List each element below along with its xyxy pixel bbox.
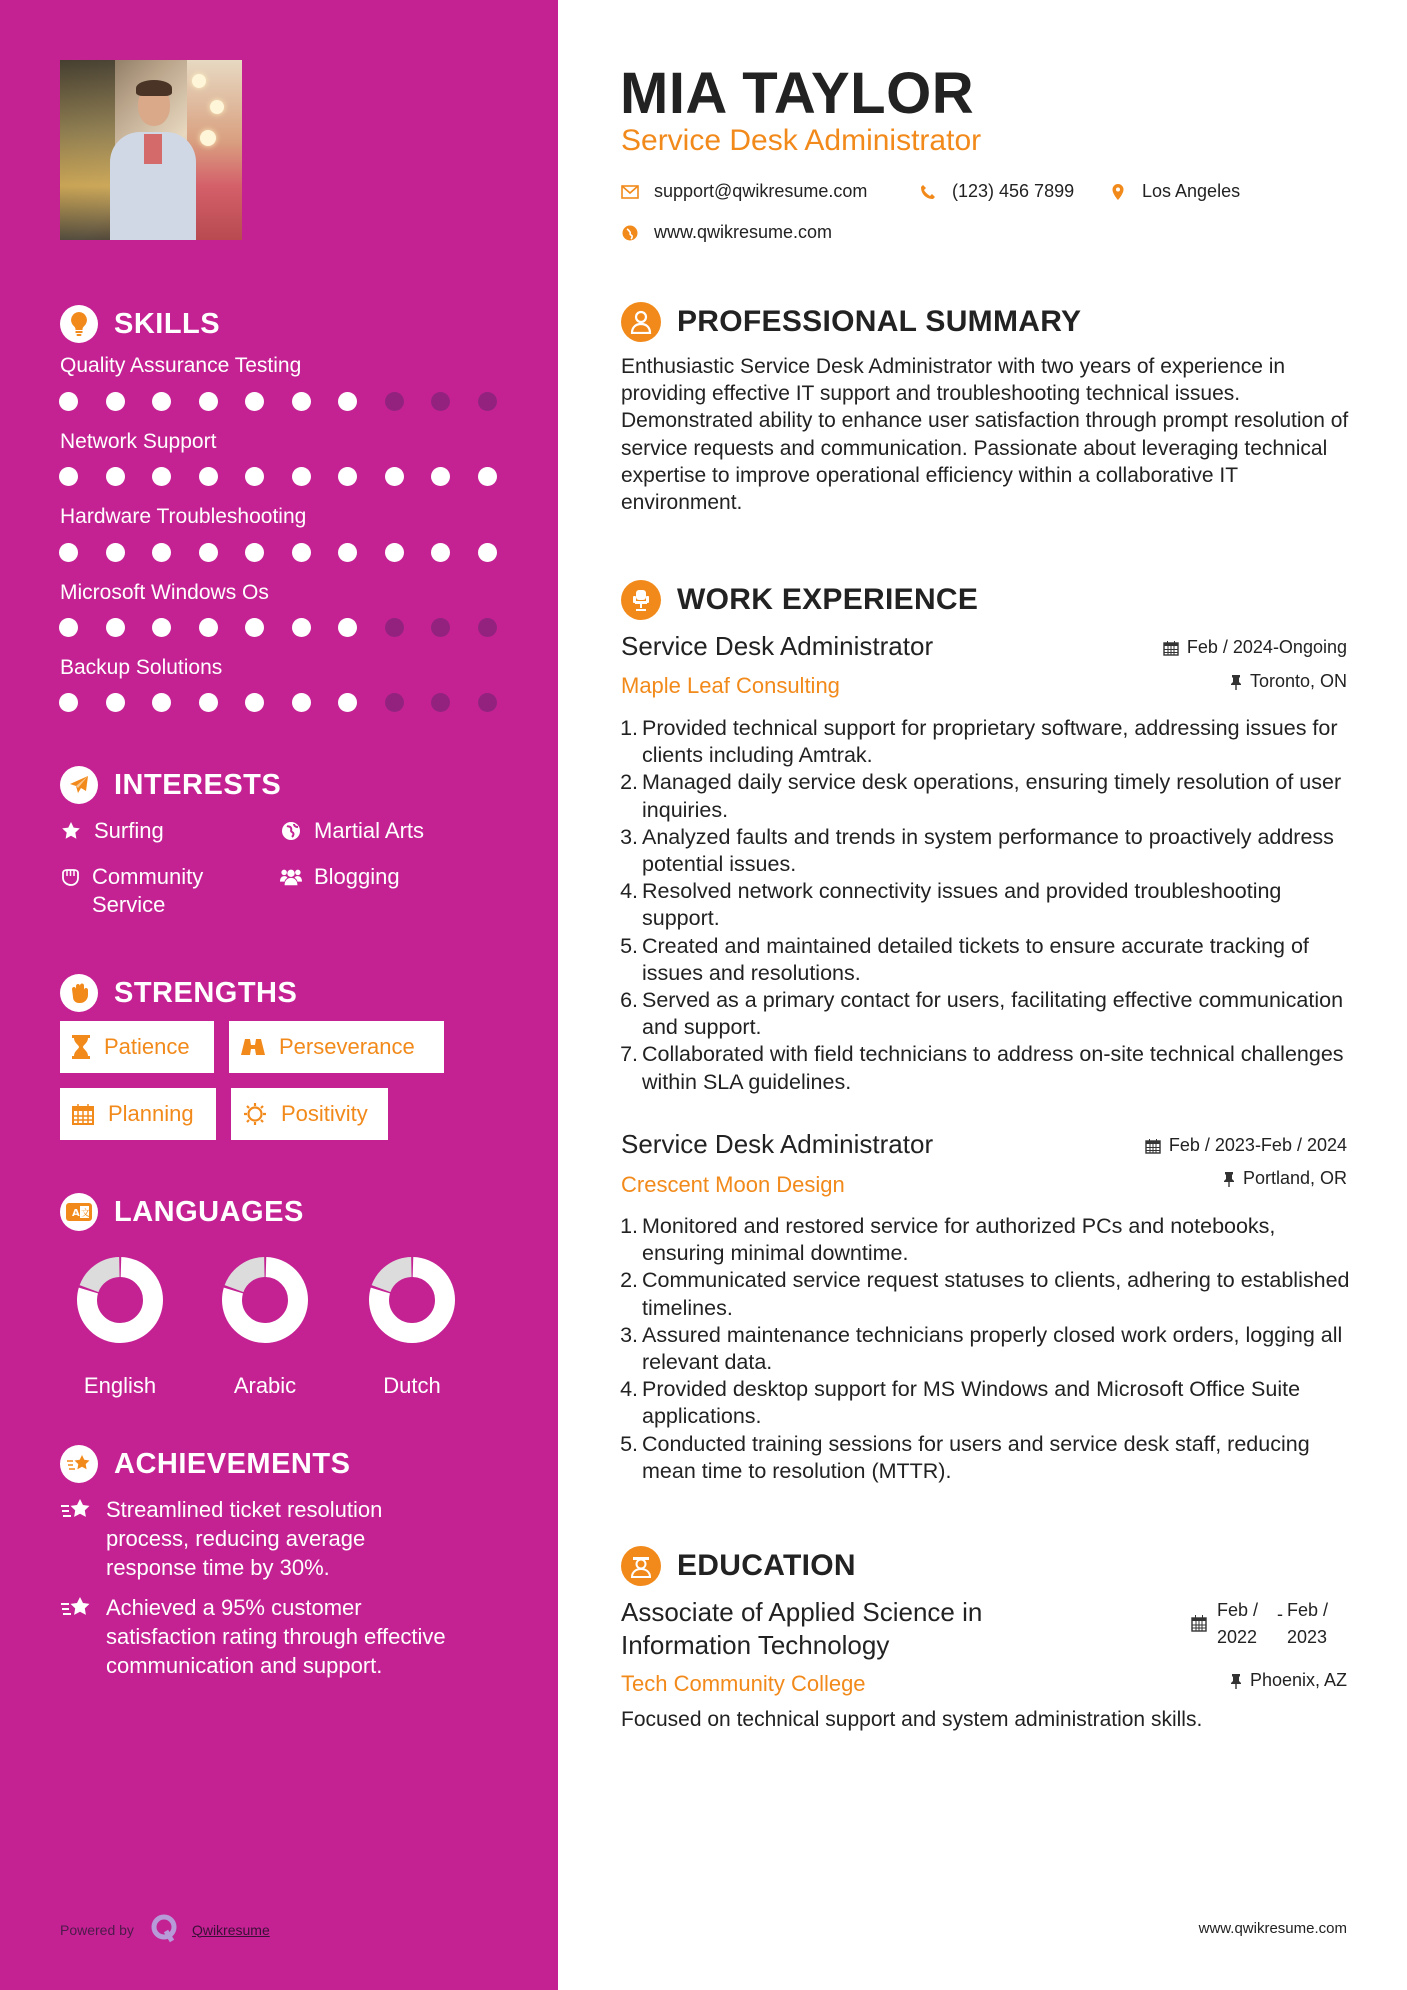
photo-background-left <box>60 60 115 240</box>
photo-person-hair <box>136 80 172 96</box>
interest-item <box>60 817 164 845</box>
rating-dot-filled <box>431 467 450 486</box>
location-text: Los Angeles <box>1142 181 1241 201</box>
lightbulb-icon <box>60 305 98 343</box>
paper-plane-icon <box>60 766 98 804</box>
company-name: Crescent Moon Design <box>621 1172 845 1197</box>
job-bullet <box>612 878 1362 932</box>
education-end <box>1287 1597 1347 1651</box>
interest-label: Blogging <box>314 864 400 889</box>
rating-dot-filled <box>106 392 125 411</box>
rating-dot-filled <box>152 693 171 712</box>
job-bullet <box>612 1431 1362 1485</box>
raised-fist-icon <box>60 974 98 1012</box>
bullet-text: Resolved network connectivity issues and provided troubleshooting support. <box>642 879 1282 931</box>
rating-dot-empty <box>385 392 404 411</box>
shooting-star-icon <box>60 1495 92 1582</box>
rating-dot-filled <box>478 467 497 486</box>
contact-location <box>1108 181 1240 202</box>
strengths-heading <box>60 973 297 1013</box>
summary-title: PROFESSIONAL SUMMARY <box>677 305 1082 338</box>
shooting-star-icon <box>60 1593 92 1680</box>
photo-lamp <box>210 100 224 114</box>
education-dates <box>1191 1597 1347 1651</box>
bullet-number: 7. <box>620 1042 638 1067</box>
interest-item <box>280 863 400 891</box>
job-bullet <box>612 769 1362 823</box>
rating-dot-filled <box>106 618 125 637</box>
rating-dot-filled <box>292 392 311 411</box>
job-dates <box>1145 1135 1347 1156</box>
language-item <box>60 1255 180 1399</box>
start-year: 2022 <box>1217 1627 1258 1647</box>
bullet-text: Assured maintenance technicians properly closed work orders, logging all relevant data. <box>642 1322 1343 1375</box>
skill-rating <box>59 467 497 486</box>
skill-label: Microsoft Windows Os <box>60 581 269 604</box>
profile-photo <box>60 60 242 240</box>
rating-dot-filled <box>292 467 311 486</box>
hourglass-icon <box>72 1035 90 1059</box>
job-bullet <box>612 1376 1362 1430</box>
achievement-item <box>60 1593 460 1680</box>
rating-dot-filled <box>245 543 264 562</box>
contact-email <box>620 181 867 202</box>
powered-by-label: Powered by <box>60 1921 134 1938</box>
experience-heading <box>621 580 978 620</box>
strength-label: Positivity <box>281 1101 368 1126</box>
bullet-number: 1. <box>620 1214 638 1238</box>
skills-title: SKILLS <box>114 307 221 340</box>
skill-label: Network Support <box>60 430 217 453</box>
bullet-text: Collaborated with field technicians to address on-site technical challenges within SLA guidelines. <box>642 1042 1344 1094</box>
skill-label: Hardware Troubleshooting <box>60 505 307 528</box>
shooting-star-icon <box>60 1445 98 1483</box>
skill-rating <box>59 392 497 411</box>
skill-rating <box>59 543 497 562</box>
rating-dot-filled <box>245 392 264 411</box>
strength-label: Planning <box>108 1101 194 1126</box>
map-pin-icon <box>1108 183 1128 201</box>
education-heading <box>621 1546 856 1586</box>
qwikresume-logo-icon <box>150 1913 178 1946</box>
bullet-number: 4. <box>620 1377 638 1402</box>
rating-dot-filled <box>59 693 78 712</box>
job-title: Service Desk Administrator <box>621 631 934 661</box>
rating-dot-filled <box>199 467 218 486</box>
rating-dot-empty <box>478 392 497 411</box>
photo-lamp <box>192 74 206 88</box>
rating-dot-filled <box>245 618 264 637</box>
job-dates-text: Feb / 2023-Feb / 2024 <box>1168 1135 1347 1155</box>
candidate-name: MIA TAYLOR <box>620 61 975 126</box>
bullet-number: 5. <box>620 1431 638 1456</box>
calendar-icon <box>1145 1138 1161 1154</box>
contact-website <box>620 222 832 243</box>
job-location-text: Portland, OR <box>1242 1168 1347 1188</box>
strength-badge <box>60 1088 216 1140</box>
job-bullets <box>612 715 1362 1096</box>
date-separator: - <box>1277 1604 1283 1624</box>
job-dates <box>1163 637 1347 658</box>
achievements-title: ACHIEVEMENTS <box>114 1447 351 1480</box>
rating-dot-filled <box>478 543 497 562</box>
rating-dot-empty <box>385 693 404 712</box>
job-bullet <box>612 933 1362 987</box>
education-location-text: Phoenix, AZ <box>1249 1670 1347 1690</box>
language-label: Dutch <box>383 1373 441 1398</box>
education-location <box>1230 1670 1347 1691</box>
achievements-heading <box>60 1444 350 1484</box>
skills-heading <box>60 304 220 344</box>
pushpin-icon <box>1230 674 1242 690</box>
languages-title: LANGUAGES <box>114 1195 304 1228</box>
rating-dot-filled <box>338 392 357 411</box>
photo-lamp <box>200 130 216 146</box>
bullet-number: 6. <box>620 988 638 1013</box>
summary-heading <box>621 302 1081 342</box>
bullet-text: Communicated service request statuses to clients, adhering to established timelines. <box>642 1268 1350 1320</box>
rating-dot-empty <box>478 693 497 712</box>
calendar-icon <box>72 1103 94 1125</box>
skill-rating <box>59 618 497 637</box>
summary-text: Enthusiastic Service Desk Administrator with two years of experience in providing effective IT support and troubleshooting technical issues. Demonstrated ability to enhance user satisfaction through prompt resolution of service requests and communication. Passionate about leveraging technical expertise to improve operational efficiency within a collaborative IT environment. <box>621 355 1349 515</box>
rating-dot-empty <box>431 618 450 637</box>
users-icon <box>280 863 302 891</box>
email-text[interactable]: support@qwikresume.com <box>654 181 868 201</box>
globe-icon <box>280 817 302 845</box>
rating-dot-filled <box>199 693 218 712</box>
rating-dot-filled <box>292 618 311 637</box>
bullet-number: 1. <box>620 716 638 740</box>
job-bullet <box>612 1041 1362 1095</box>
graduate-icon <box>621 1546 661 1586</box>
interest-label: Surfing <box>94 818 164 843</box>
bullet-text: Provided technical support for proprietary software, addressing issues for clients including Amtrak. <box>642 716 1338 768</box>
rating-dot-filled <box>106 467 125 486</box>
bullet-number: 3. <box>620 824 638 849</box>
rating-dot-filled <box>292 543 311 562</box>
skill-label: Quality Assurance Testing <box>60 354 302 377</box>
job-location <box>1223 1168 1347 1189</box>
rating-dot-filled <box>431 543 450 562</box>
binoculars-icon <box>241 1037 265 1057</box>
bullet-number: 5. <box>620 933 638 958</box>
degree-line-2: Information Technology <box>621 1630 890 1660</box>
footer-website[interactable]: www.qwikresume.com <box>1198 1920 1347 1937</box>
job-location-text: Toronto, ON <box>1249 671 1347 691</box>
pushpin-icon <box>1223 1171 1235 1187</box>
bullet-number: 2. <box>620 770 638 795</box>
rating-dot-filled <box>385 467 404 486</box>
rating-dot-filled <box>199 392 218 411</box>
rating-dot-filled <box>385 543 404 562</box>
strength-badge <box>60 1021 214 1073</box>
powered-by <box>60 1913 270 1946</box>
job-bullet <box>612 824 1362 878</box>
rating-dot-filled <box>152 618 171 637</box>
strengths-title: STRENGTHS <box>114 976 298 1009</box>
strength-badge <box>231 1088 388 1140</box>
office-chair-icon <box>621 580 661 620</box>
svg-text:文: 文 <box>81 1209 91 1219</box>
job-dates-text: Feb / 2024-Ongoing <box>1186 637 1347 657</box>
rating-dot-filled <box>199 618 218 637</box>
rating-dot-empty <box>431 392 450 411</box>
phone-icon <box>918 184 938 200</box>
school-name: Tech Community College <box>621 1671 866 1696</box>
candidate-title: Service Desk Administrator <box>621 124 982 157</box>
job-location <box>1230 671 1347 692</box>
strength-label: Patience <box>104 1034 190 1059</box>
rating-dot-filled <box>338 467 357 486</box>
language-donut-chart <box>367 1255 457 1345</box>
achievement-text: Achieved a 95% customer satisfaction rating through effective communication and support. <box>106 1595 446 1678</box>
interests-title: INTERESTS <box>114 768 282 801</box>
translate-icon <box>60 1193 98 1231</box>
job-title: Service Desk Administrator <box>621 1129 934 1159</box>
rating-dot-filled <box>199 543 218 562</box>
end-year: 2023 <box>1287 1627 1328 1647</box>
qwikresume-link[interactable]: Qwikresume <box>191 1921 270 1938</box>
job-bullet <box>612 715 1362 769</box>
rating-dot-empty <box>385 618 404 637</box>
job-bullet <box>612 1267 1362 1321</box>
company-name: Maple Leaf Consulting <box>621 673 840 698</box>
language-donut-chart <box>75 1255 165 1345</box>
globe-icon <box>620 225 640 241</box>
rating-dot-filled <box>59 392 78 411</box>
rating-dot-filled <box>106 693 125 712</box>
job-bullet <box>612 1322 1362 1376</box>
rating-dot-filled <box>59 543 78 562</box>
rating-dot-filled <box>292 693 311 712</box>
interests-heading <box>60 765 281 805</box>
skill-rating <box>59 693 497 712</box>
user-icon <box>621 302 661 342</box>
education-description: Focused on technical support and system administration skills. <box>621 1708 1203 1731</box>
language-item <box>205 1255 325 1399</box>
education-start <box>1217 1597 1277 1651</box>
bullet-text: Conducted training sessions for users and service desk staff, reducing mean time to resolution (MTTR). <box>642 1431 1310 1483</box>
achievement-text: Streamlined ticket resolution process, reducing average response time by 30%. <box>106 1497 383 1580</box>
language-label: English <box>83 1373 157 1398</box>
rating-dot-filled <box>338 693 357 712</box>
strength-label: Perseverance <box>279 1034 415 1059</box>
website-text[interactable]: www.qwikresume.com <box>654 222 833 242</box>
calendar-icon <box>1163 640 1179 656</box>
bullet-number: 4. <box>620 879 638 904</box>
photo-person-shirt <box>144 134 162 164</box>
strength-badge <box>229 1021 444 1073</box>
interest-item <box>280 817 424 845</box>
rating-dot-filled <box>152 543 171 562</box>
bullet-number: 3. <box>620 1322 638 1347</box>
job-bullet <box>612 1213 1362 1267</box>
rating-dot-filled <box>245 693 264 712</box>
interest-item <box>60 863 260 919</box>
bullet-text: Created and maintained detailed tickets to ensure accurate tracking of issues and resolutions. <box>642 933 1309 985</box>
bullet-text: Served as a primary contact for users, facilitating effective communication and support. <box>642 988 1344 1040</box>
rating-dot-empty <box>431 693 450 712</box>
job-bullets <box>612 1213 1362 1485</box>
skill-label: Backup Solutions <box>60 656 223 679</box>
start-month: Feb / <box>1217 1600 1259 1620</box>
rating-dot-empty <box>478 618 497 637</box>
achievement-item <box>60 1495 460 1582</box>
language-label: Arabic <box>233 1373 297 1398</box>
interest-label: Community Service <box>92 864 204 917</box>
languages-heading <box>60 1192 304 1232</box>
rating-dot-filled <box>245 467 264 486</box>
rating-dot-filled <box>338 618 357 637</box>
bullet-text: Provided desktop support for MS Windows and Microsoft Office Suite applications. <box>642 1377 1301 1429</box>
bullet-text: Monitored and restored service for authorized PCs and notebooks, ensuring minimal downtime. <box>642 1214 1276 1266</box>
rating-dot-filled <box>152 467 171 486</box>
sidebar <box>0 0 558 1990</box>
interest-label: Martial Arts <box>314 818 425 843</box>
sun-icon <box>243 1102 267 1126</box>
fist-icon <box>60 863 80 891</box>
bullet-text: Managed daily service desk operations, ensuring timely resolution of user inquiries. <box>642 770 1342 822</box>
degree-line-1: Associate of Applied Science in <box>621 1597 983 1627</box>
job-bullet <box>612 987 1362 1041</box>
language-item <box>352 1255 472 1399</box>
degree-title <box>621 1596 982 1662</box>
phone-text: (123) 456 7899 <box>952 181 1075 201</box>
star-icon <box>60 817 82 845</box>
contact-phone <box>918 181 1074 202</box>
education-title: EDUCATION <box>677 1549 856 1582</box>
rating-dot-filled <box>152 392 171 411</box>
experience-title: WORK EXPERIENCE <box>677 583 979 616</box>
bullet-text: Analyzed faults and trends in system performance to proactively address potential issues. <box>642 824 1334 877</box>
rating-dot-filled <box>59 618 78 637</box>
pushpin-icon <box>1230 1673 1242 1689</box>
rating-dot-filled <box>59 467 78 486</box>
rating-dot-filled <box>106 543 125 562</box>
calendar-icon <box>1191 1613 1207 1640</box>
svg-text:A: A <box>72 1208 80 1219</box>
envelope-icon <box>620 185 640 199</box>
end-month: Feb / <box>1287 1600 1329 1620</box>
rating-dot-filled <box>338 543 357 562</box>
bullet-number: 2. <box>620 1268 638 1293</box>
language-donut-chart <box>220 1255 310 1345</box>
